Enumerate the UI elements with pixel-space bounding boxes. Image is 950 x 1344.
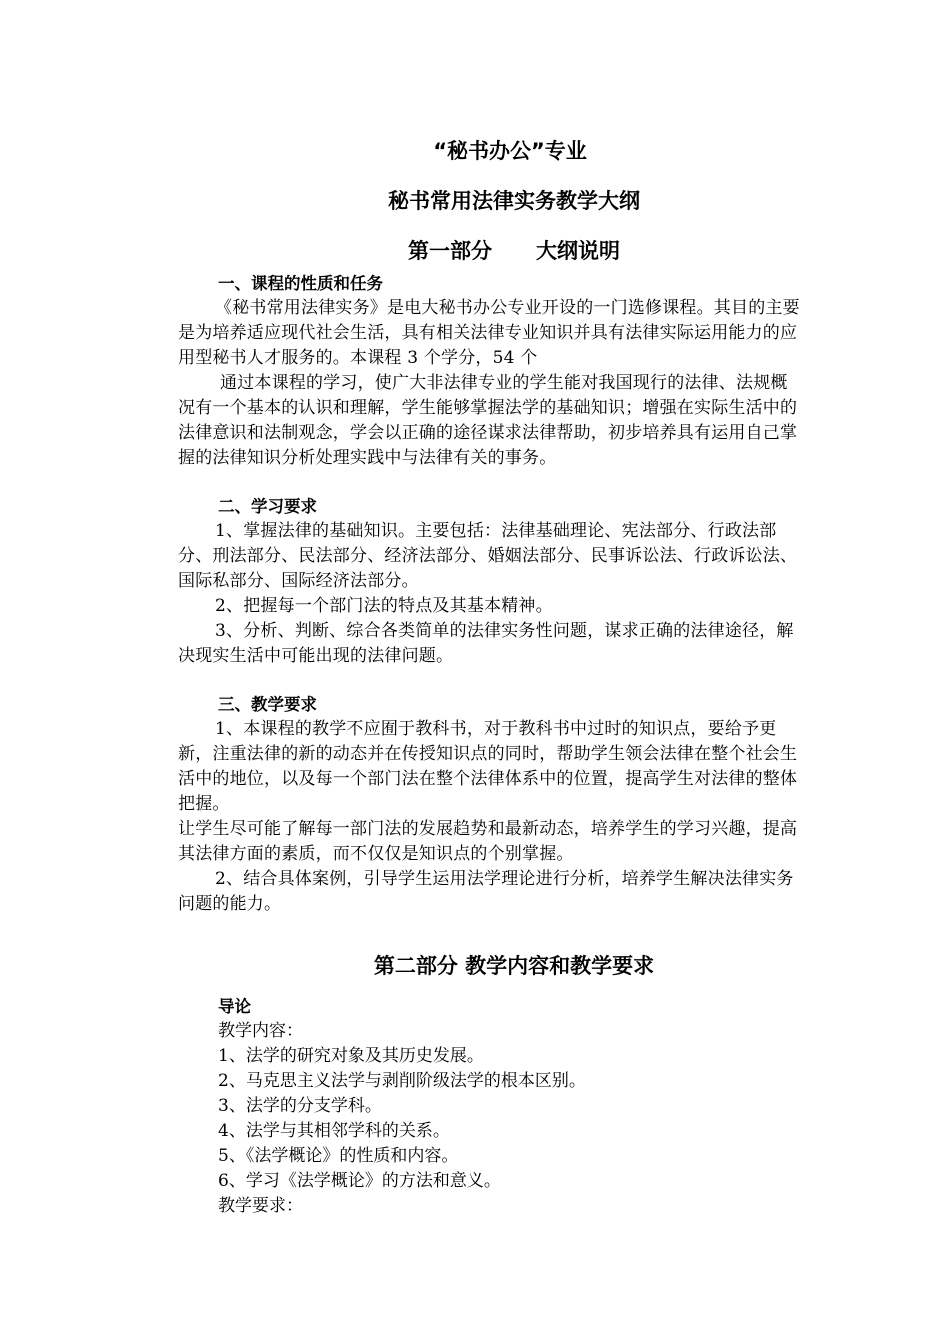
intro-list-item: 4、法学与其相邻学科的关系。 — [218, 1121, 450, 1141]
intro-list-item: 3、法学的分支学科。 — [218, 1096, 382, 1116]
section1-paragraph-1: 《秘书常用法律实务》是电大秘书办公专业开设的一门选修课程。其目的主要是为培养适应现代社会生活，具有相关法律专业知识并具有法律实际运用能力的应用型秘书人才服务的。本课程 3 个学分，54 个 — [178, 298, 800, 368]
intro-list-item: 1、法学的研究对象及其历史发展。 — [218, 1046, 484, 1066]
major-title: “秘书办公”专业 — [433, 139, 587, 163]
section1-heading: 一、课程的性质和任务 — [218, 274, 383, 293]
part1-title-left: 第一部分 — [408, 239, 492, 263]
part1-title-right: 大纲说明 — [536, 239, 620, 263]
course-title: 秘书常用法律实务教学大纲 — [388, 189, 640, 213]
intro-list-item: 6、学习《法学概论》的方法和意义。 — [218, 1171, 501, 1191]
intro-requirement-label: 教学要求： — [218, 1196, 303, 1216]
section3-item-2: 2、结合具体案例，引导学生运用法学理论进行分析，培养学生解决法律实务问题的能力。 — [178, 869, 794, 914]
section3-heading: 三、教学要求 — [218, 695, 317, 714]
part2-title: 第二部分 教学内容和教学要求 — [373, 954, 655, 978]
part1-title — [226, 236, 802, 266]
section1-paragraph-2: 通过本课程的学习，使广大非法律专业的学生能对我国现行的法律、法规概况有一个基本的认识和理解，学生能够掌握法学的基础知识；增强在实际生活中的法律意识和法制观念，学会以正确的途径谋求法律帮助，初步培养具有运用自己掌握的法律知识分析处理实践中与法律有关的事务。 — [178, 373, 798, 468]
section2-item-2: 2、把握每一个部门法的特点及其基本精神。 — [215, 596, 553, 616]
section3-item-1: 1、本课程的教学不应囿于教科书，对于教科书中过时的知识点，要给予更新，注重法律的新的动态并在传授知识点的同时，帮助学生领会法律在整个社会生活中的地位，以及每一个部门法在整个法律体系中的位置，提高学生对法律的整体把握。 — [178, 719, 798, 814]
section2-item-3: 3、分析、判断、综合各类简单的法律实务性问题，谋求正确的法律途径，解决现实生活中可能出现的法律问题。 — [178, 621, 794, 666]
intro-heading: 导论 — [218, 997, 251, 1016]
intro-list-item: 2、马克思主义法学与剥削阶级法学的根本区别。 — [218, 1071, 586, 1091]
section2-heading: 二、学习要求 — [218, 497, 317, 516]
document-body — [178, 136, 802, 1219]
section3-item-1-continued: 让学生尽可能了解每一部门法的发展趋势和最新动态，培养学生的学习兴趣，提高其法律方面的素质，而不仅仅是知识点的个别掌握。 — [178, 819, 798, 864]
intro-content-label: 教学内容： — [218, 1021, 303, 1041]
intro-list-item: 5、《法学概论》的性质和内容。 — [218, 1146, 459, 1166]
section2-item-1: 1、掌握法律的基础知识。主要包括：法律基础理论、宪法部分、行政法部分、刑法部分、民法部分、经济法部分、婚姻法部分、民事诉讼法、行政诉讼法、国际私部分、国际经济法部分。 — [178, 521, 798, 591]
